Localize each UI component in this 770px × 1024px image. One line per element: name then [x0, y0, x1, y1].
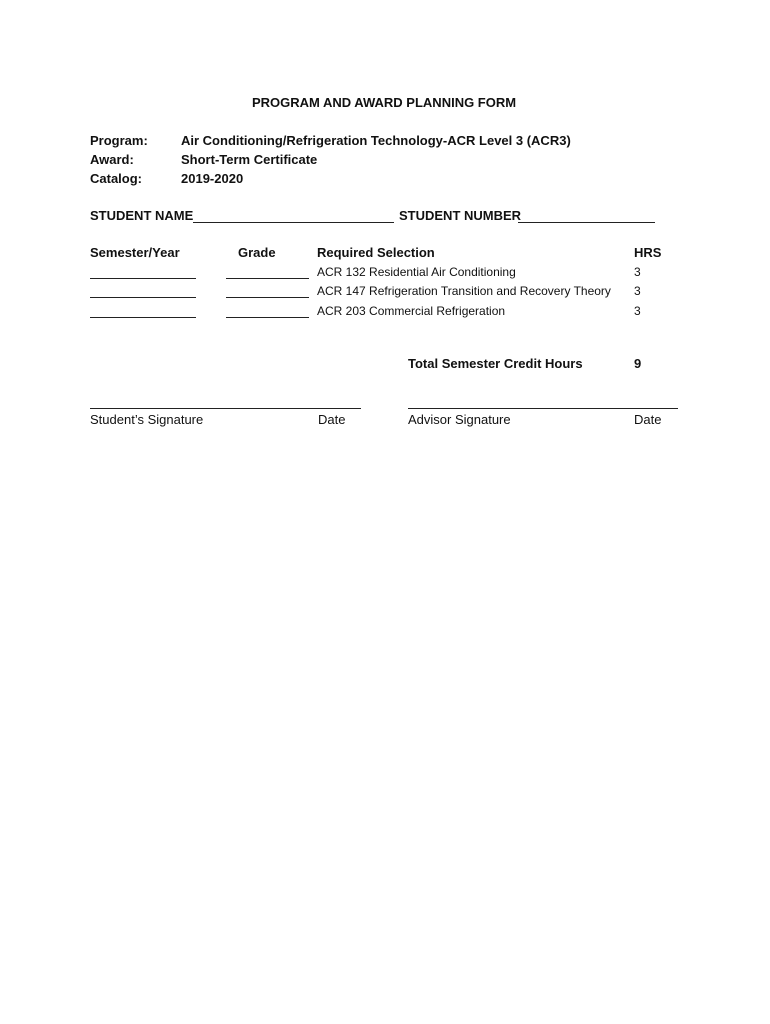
- student-number-label: STUDENT NUMBER: [399, 208, 522, 223]
- award-value: Short-Term Certificate: [181, 152, 318, 167]
- program-value: Air Conditioning/Refrigeration Technology-ACR Level 3 (ACR3): [181, 133, 571, 148]
- student-signature-line[interactable]: [90, 408, 361, 409]
- course-name: ACR 132 Residential Air Conditioning: [317, 265, 516, 279]
- catalog-label: Catalog:: [90, 171, 142, 186]
- grade-field[interactable]: [226, 317, 309, 318]
- grade-field[interactable]: [226, 297, 309, 298]
- semester-year-header: Semester/Year: [90, 245, 180, 260]
- total-credit-hours-label: Total Semester Credit Hours: [408, 356, 583, 371]
- course-name: ACR 203 Commercial Refrigeration: [317, 304, 506, 318]
- catalog-value: 2019-2020: [181, 171, 244, 186]
- required-selection-header: Required Selection: [317, 245, 435, 260]
- program-label: Program:: [90, 133, 148, 148]
- advisor-signature-label: Advisor Signature: [408, 412, 511, 427]
- semester-year-field[interactable]: [90, 317, 196, 318]
- semester-year-field[interactable]: [90, 278, 196, 279]
- total-credit-hours-value: 9: [634, 356, 642, 371]
- course-hrs: 3: [634, 284, 641, 298]
- semester-year-field[interactable]: [90, 297, 196, 298]
- student-number-field[interactable]: [518, 222, 655, 223]
- course-name: ACR 147 Refrigeration Transition and Recovery Theory: [317, 284, 611, 298]
- student-date-label: Date: [318, 412, 346, 427]
- hrs-header: HRS: [634, 245, 662, 260]
- student-name-label: STUDENT NAME: [90, 208, 194, 223]
- course-hrs: 3: [634, 304, 641, 318]
- award-label: Award:: [90, 152, 134, 167]
- grade-field[interactable]: [226, 278, 309, 279]
- advisor-date-label: Date: [634, 412, 662, 427]
- advisor-signature-line[interactable]: [408, 408, 678, 409]
- form-title: PROGRAM AND AWARD PLANNING FORM: [252, 95, 517, 110]
- grade-header: Grade: [238, 245, 276, 260]
- student-name-field[interactable]: [193, 222, 394, 223]
- student-signature-label: Student’s Signature: [90, 412, 204, 427]
- course-hrs: 3: [634, 265, 641, 279]
